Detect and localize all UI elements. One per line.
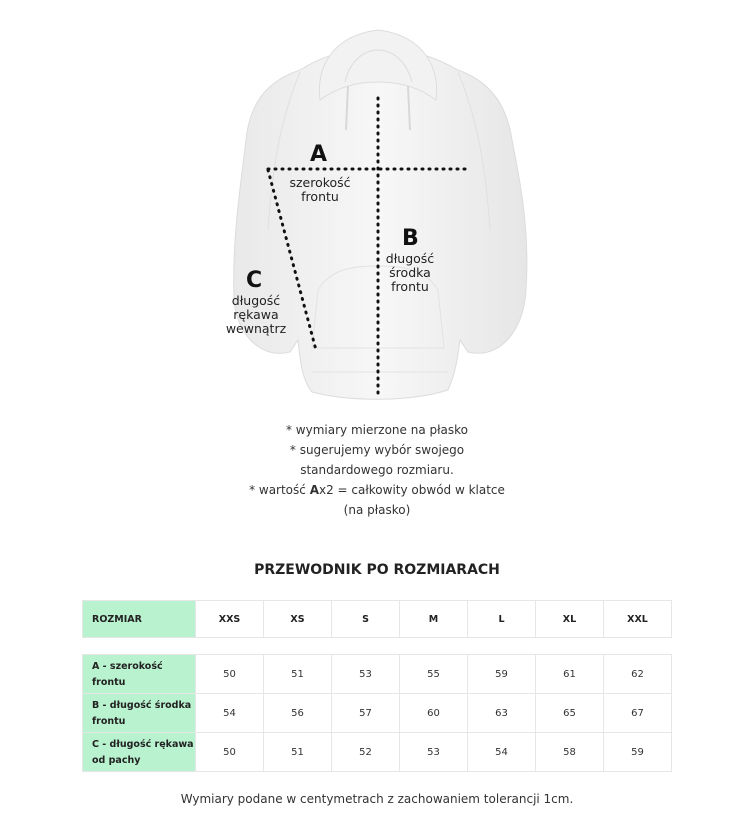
table-cell: 59 [468, 655, 536, 694]
note-line: * wymiary mierzone na płasko [285, 423, 468, 437]
table-cell: 67 [604, 694, 672, 733]
size-xxs: XXS [196, 601, 264, 638]
table-cell: 54 [468, 733, 536, 772]
size-xs: XS [264, 601, 332, 638]
label-c-text: długość rękawa wewnątrz [225, 293, 287, 336]
table-cell: 60 [400, 694, 468, 733]
row-label-c: C - długość rękawa od pachy [83, 733, 196, 772]
table-cell: 53 [400, 733, 468, 772]
table-cell: 57 [332, 694, 400, 733]
row-label-b: B - długość środka frontu [83, 694, 196, 733]
hoodie-illustration [0, 0, 754, 410]
table-cell: 51 [264, 655, 332, 694]
label-a-letter: A [310, 142, 328, 167]
measurement-notes [200, 420, 554, 520]
table-cell: 65 [536, 694, 604, 733]
table-cell: 58 [536, 733, 604, 772]
label-b-letter: B [402, 226, 419, 251]
hoodie-figure [0, 0, 754, 410]
table-cell: 55 [400, 655, 468, 694]
size-header-table [82, 600, 672, 638]
table-cell: 54 [196, 694, 264, 733]
note-line: * sugerujemy wybór swojego [289, 443, 465, 457]
hoodie-body [234, 48, 527, 399]
table-cell: 50 [196, 655, 264, 694]
table-cell: 56 [264, 694, 332, 733]
table-row [83, 655, 672, 694]
size-l: L [468, 601, 536, 638]
table-cell: 62 [604, 655, 672, 694]
size-m: M [400, 601, 468, 638]
tolerance-note: Wymiary podane w centymetrach z zachowaniem tolerancji 1cm. [180, 792, 574, 806]
table-cell: 59 [604, 733, 672, 772]
table-cell: 61 [536, 655, 604, 694]
table-cell: 63 [468, 694, 536, 733]
label-c-letter: C [246, 268, 263, 293]
size-s: S [332, 601, 400, 638]
row-label-a: A - szerokość frontu [83, 655, 196, 694]
note-line: standardowego rozmiaru. [300, 463, 454, 477]
size-guide-title: PRZEWODNIK PO ROZMIARACH [254, 562, 500, 578]
size-values-table [82, 654, 672, 772]
table-row [83, 694, 672, 733]
size-header-row [83, 601, 672, 638]
table-cell: 52 [332, 733, 400, 772]
table-row [83, 733, 672, 772]
label-b-text: długość środka frontu [385, 251, 435, 294]
table-cell: 53 [332, 655, 400, 694]
size-header-label: ROZMIAR [83, 601, 196, 638]
table-cell: 51 [264, 733, 332, 772]
size-xxl: XXL [604, 601, 672, 638]
table-cell: 50 [196, 733, 264, 772]
size-xl: XL [536, 601, 604, 638]
note-line: (na płasko) [343, 503, 411, 517]
label-a-text: szerokość frontu [289, 175, 351, 204]
note-line: * wartość Ax2 = całkowity obwód w klatce [249, 483, 505, 497]
